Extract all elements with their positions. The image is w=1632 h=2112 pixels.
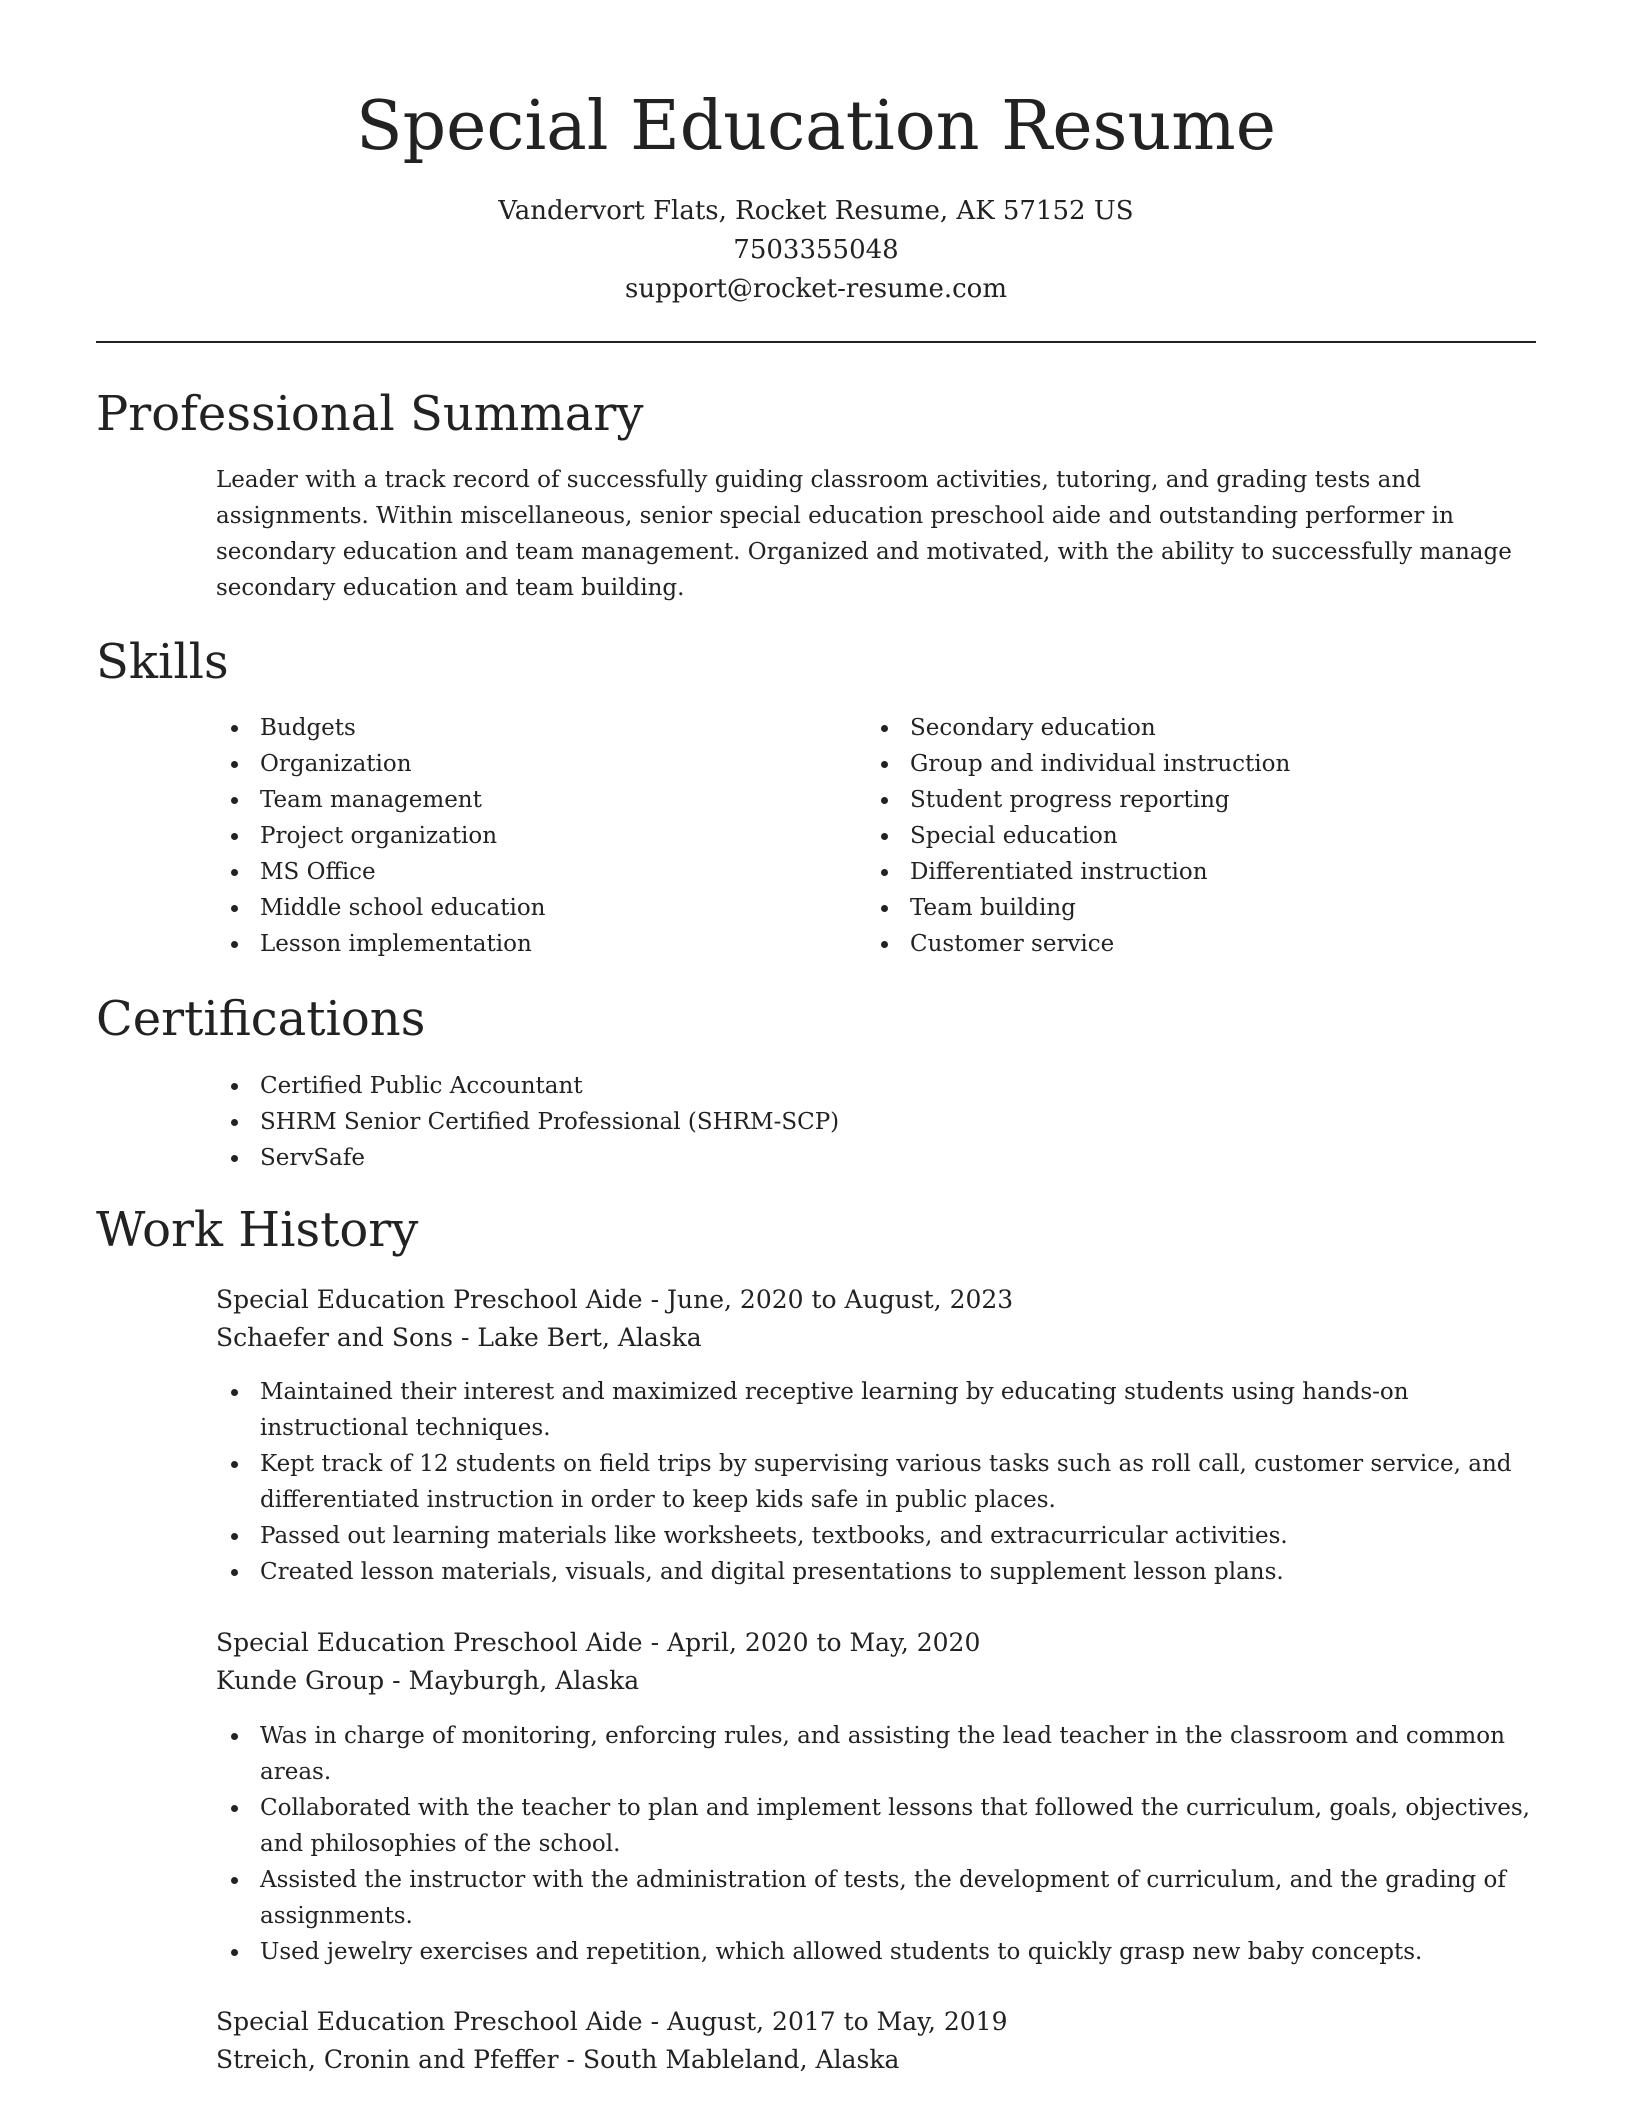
contact-block <box>0 192 1632 309</box>
summary-text: Leader with a track record of successfully guiding classroom activities, tutoring, and grading tests and assignments. Within miscellaneous, senior special education preschool aide and outstanding performer in secondary education and team management. Organized and motivated, with the ability to successfully manage secondary education and team building. <box>216 467 1512 601</box>
contact-address: Vandervort Flats, Rocket Resume, AK 57152 US <box>498 196 1134 226</box>
job-duty: Used jewelry exercises and repetition, which allowed students to quickly grasp new baby concepts. <box>216 1934 1538 1970</box>
certifications-list <box>216 1068 1536 1176</box>
certification-item: ServSafe <box>216 1140 1536 1176</box>
skill-item: Lesson implementation <box>216 926 816 962</box>
skills-heading: Skills <box>96 634 229 690</box>
separator: - <box>650 1628 660 1657</box>
job-company: Streich, Cronin and Pfeffer <box>216 2045 559 2074</box>
job-duties-list <box>216 1374 1538 1590</box>
job-role: Special Education Preschool Aide <box>216 1285 643 1314</box>
skill-item: Group and individual instruction <box>866 746 1526 782</box>
job-header <box>216 2003 1536 2079</box>
summary-heading: Professional Summary <box>96 386 644 442</box>
certification-item: Certified Public Accountant <box>216 1068 1536 1104</box>
separator: - <box>650 2007 660 2036</box>
job-duty: Passed out learning materials like worksheets, textbooks, and extracurricular activities. <box>216 1518 1538 1554</box>
job-title-line <box>216 2003 1536 2041</box>
skill-item: Differentiated instruction <box>866 854 1526 890</box>
job-dates: April, 2020 to May, 2020 <box>667 1628 981 1657</box>
skill-item: Secondary education <box>866 710 1526 746</box>
job-location: South Mableland, Alaska <box>582 2045 900 2074</box>
skill-item: Organization <box>216 746 816 782</box>
separator: - <box>650 1285 660 1314</box>
job-duties-list <box>216 1718 1538 1970</box>
skill-item: Customer service <box>866 926 1526 962</box>
work-history-heading: Work History <box>96 1202 419 1258</box>
job-company-line <box>216 1662 1536 1700</box>
skill-item: Middle school education <box>216 890 816 926</box>
job-dates: August, 2017 to May, 2019 <box>667 2007 1008 2036</box>
skill-item: Special education <box>866 818 1526 854</box>
job-header <box>216 1624 1536 1700</box>
job-location: Lake Bert, Alaska <box>477 1323 702 1352</box>
job-duty: Kept track of 12 students on field trips by supervising various tasks such as roll call, customer service, and differentiated instruction in order to keep kids safe in public places. <box>216 1446 1538 1518</box>
skills-list-left <box>216 710 816 962</box>
job-duty: Created lesson materials, visuals, and digital presentations to supplement lesson plans. <box>216 1554 1538 1590</box>
skill-item: Student progress reporting <box>866 782 1526 818</box>
job-duty: Maintained their interest and maximized receptive learning by educating students using hands-on instructional techniques. <box>216 1374 1538 1446</box>
contact-email: support@rocket-resume.com <box>624 274 1007 304</box>
job-title-line <box>216 1281 1536 1319</box>
resume-title: Special Education Resume <box>356 87 1276 166</box>
skills-list-right <box>866 710 1526 962</box>
contact-phone: 7503355048 <box>733 235 899 265</box>
job-company: Schaefer and Sons <box>216 1323 453 1352</box>
skill-item: Team building <box>866 890 1526 926</box>
skill-item: Project organization <box>216 818 816 854</box>
skill-item: Budgets <box>216 710 816 746</box>
separator: - <box>566 2045 575 2074</box>
separator: - <box>392 1666 401 1695</box>
job-role: Special Education Preschool Aide <box>216 2007 643 2036</box>
job-duty: Was in charge of monitoring, enforcing rules, and assisting the lead teacher in the classroom and common areas. <box>216 1718 1538 1790</box>
job-duty: Assisted the instructor with the administration of tests, the development of curriculum, and the grading of assignments. <box>216 1862 1538 1934</box>
job-role: Special Education Preschool Aide <box>216 1628 643 1657</box>
separator: - <box>460 1323 470 1352</box>
certifications-heading: Certifications <box>96 991 426 1047</box>
job-dates: June, 2020 to August, 2023 <box>667 1285 1014 1314</box>
certification-item: SHRM Senior Certified Professional (SHRM-SCP) <box>216 1104 1536 1140</box>
job-duty: Collaborated with the teacher to plan and implement lessons that followed the curriculum, goals, objectives, and philosophies of the school. <box>216 1790 1538 1862</box>
job-header <box>216 1281 1536 1357</box>
skill-item: MS Office <box>216 854 816 890</box>
skill-item: Team management <box>216 782 816 818</box>
job-company: Kunde Group <box>216 1666 385 1695</box>
job-title-line <box>216 1624 1536 1662</box>
header-divider <box>96 341 1536 343</box>
job-location: Mayburgh, Alaska <box>408 1666 640 1695</box>
job-company-line <box>216 2041 1536 2079</box>
job-company-line <box>216 1319 1536 1357</box>
